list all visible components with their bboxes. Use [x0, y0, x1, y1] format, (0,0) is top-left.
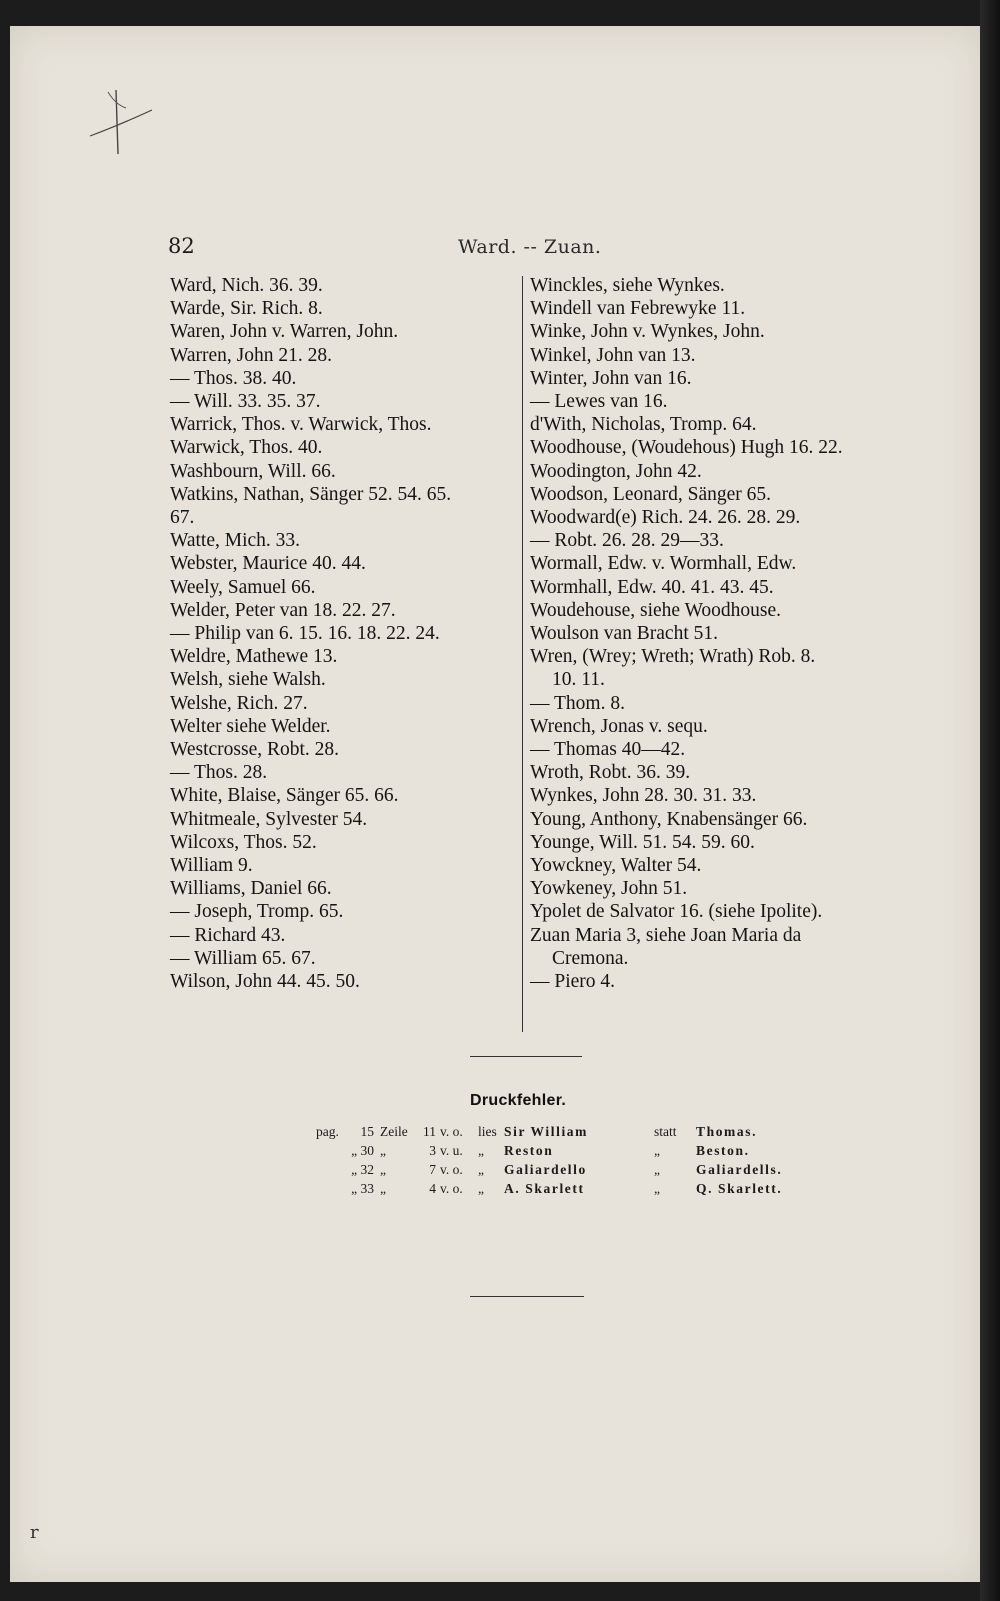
index-column-left	[170, 274, 520, 993]
index-entry: Wrench, Jonas v. sequ.	[530, 715, 708, 737]
index-entry: Woodward(e) Rich. 24. 26. 28. 29.	[530, 507, 801, 529]
errata-zeile: „	[380, 1142, 386, 1158]
errata-row	[316, 1141, 782, 1160]
index-entry: Warren, John 21. 28.	[170, 344, 332, 366]
errata-title: Druckfehler.	[470, 1092, 567, 1109]
index-entry: — William 65. 67.	[170, 947, 316, 969]
errata-pos: v. o.	[440, 1123, 463, 1139]
index-entry: — Joseph, Tromp. 65.	[170, 901, 344, 923]
index-entry: — Lewes van 16.	[530, 391, 668, 413]
page-edge	[980, 0, 1000, 1601]
index-entry: Woulson van Bracht 51.	[530, 623, 718, 645]
errata-lies: „	[478, 1161, 484, 1177]
errata-statt: „	[654, 1142, 660, 1158]
index-entry: Cremona.	[552, 947, 629, 969]
index-entry: — Thom. 8.	[530, 692, 625, 714]
index-entry: William 9.	[170, 855, 253, 877]
index-entry: — Robt. 26. 28. 29—33.	[530, 530, 724, 552]
index-entry: Wynkes, John 28. 30. 31. 33.	[530, 785, 757, 807]
index-entry: — Richard 43.	[170, 924, 286, 946]
errata-row	[316, 1122, 782, 1141]
index-entry: Weely, Samuel 66.	[170, 576, 316, 598]
index-entry: Zuan Maria 3, siehe Joan Maria da	[530, 924, 802, 946]
index-entry: Waren, John v. Warren, John.	[170, 321, 399, 343]
index-entry: Warrick, Thos. v. Warwick, Thos.	[170, 414, 432, 436]
errata-statt: statt	[654, 1123, 677, 1139]
errata-pos: v. o.	[440, 1180, 463, 1196]
errata-pos: v. o.	[440, 1161, 463, 1177]
index-entry: Welshe, Rich. 27.	[170, 692, 308, 714]
index-entry: Welder, Peter van 18. 22. 27.	[170, 599, 396, 621]
errata-right: Q. Skarlett.	[696, 1180, 783, 1196]
index-entry: Winter, John van 16.	[530, 367, 692, 389]
errata-lies: „	[478, 1180, 484, 1196]
index-entry: — Will. 33. 35. 37.	[170, 391, 321, 413]
errata-pos: v. u.	[440, 1142, 463, 1158]
pencil-mark-icon	[86, 84, 156, 164]
errata-row	[316, 1160, 782, 1179]
errata-statt: „	[654, 1180, 660, 1196]
index-entry: Welter siehe Welder.	[170, 715, 331, 737]
errata-lies: „	[478, 1142, 484, 1158]
index-entry: Woodington, John 42.	[530, 460, 702, 482]
index-entry: Ypolet de Salvator 16. (siehe Ipolite).	[530, 901, 823, 923]
index-entry: Windell van Febrewyke 11.	[530, 298, 746, 320]
index-entry: White, Blaise, Sänger 65. 66.	[170, 785, 399, 807]
errata-lies: lies	[478, 1123, 497, 1139]
index-entry: Wren, (Wrey; Wreth; Wrath) Rob. 8.	[530, 646, 816, 668]
index-entry: Whitmeale, Sylvester 54.	[170, 808, 368, 830]
index-entry: Woudehouse, siehe Woodhouse.	[530, 599, 782, 621]
index-entry: Webster, Maurice 40. 44.	[170, 553, 366, 575]
errata-wrong: Reston	[504, 1142, 554, 1158]
index-entry: Yowkeney, John 51.	[530, 878, 688, 900]
index-entry: Wilson, John 44. 45. 50.	[170, 971, 360, 993]
index-entry: Williams, Daniel 66.	[170, 878, 332, 900]
index-entry: Weldre, Mathewe 13.	[170, 646, 338, 668]
index-entry: Welsh, siehe Walsh.	[170, 669, 326, 691]
index-entry: Winkel, John van 13.	[530, 344, 696, 366]
index-entry: Warwick, Thos. 40.	[170, 437, 323, 459]
index-entry: d'With, Nicholas, Tromp. 64.	[530, 414, 757, 436]
index-entry: Winckles, siehe Wynkes.	[530, 275, 725, 296]
errata-row	[316, 1179, 782, 1198]
errata-page: „ 33	[351, 1180, 374, 1196]
index-column-right	[530, 274, 890, 993]
errata-zeile: Zeile	[380, 1123, 408, 1139]
index-entry: Wormhall, Edw. 40. 41. 43. 45.	[530, 576, 774, 598]
errata-line: 11	[423, 1123, 436, 1139]
errata-right: Beston.	[696, 1142, 750, 1158]
index-entry: — Piero 4.	[530, 971, 616, 993]
index-entry: Ward, Nich. 36. 39.	[170, 275, 323, 296]
index-entry: — Thos. 28.	[170, 762, 268, 784]
end-divider	[470, 1296, 584, 1297]
index-entry: Wroth, Robt. 36. 39.	[530, 762, 691, 784]
errata-right: Thomas.	[696, 1123, 758, 1139]
index-entry: Washbourn, Will. 66.	[170, 460, 336, 482]
index-entry: Yowckney, Walter 54.	[530, 855, 702, 877]
index-entry: Younge, Will. 51. 54. 59. 60.	[530, 831, 755, 853]
errata-wrong: Sir William	[504, 1123, 588, 1139]
column-rule	[522, 276, 523, 1032]
errata-line: 4	[429, 1180, 436, 1196]
index-entry: 10. 11.	[552, 669, 605, 691]
errata-right: Galiardells.	[696, 1161, 783, 1177]
index-entry: — Thos. 38. 40.	[170, 367, 297, 389]
errata-wrong: A. Skarlett	[504, 1180, 585, 1196]
errata-page: „ 32	[351, 1161, 374, 1177]
index-entry: 67.	[170, 507, 195, 529]
errata-page: „ 30	[351, 1142, 374, 1158]
index-entry: Wilcoxs, Thos. 52.	[170, 831, 317, 853]
corner-mark: r	[30, 1522, 39, 1543]
index-entry: Woodson, Leonard, Sänger 65.	[530, 483, 772, 505]
index-entry: Winke, John v. Wynkes, John.	[530, 321, 765, 343]
errata-pag: pag.	[316, 1123, 339, 1139]
index-entry: Young, Anthony, Knabensänger 66.	[530, 808, 808, 830]
errata-zeile: „	[380, 1161, 386, 1177]
index-entry: Wormall, Edw. v. Wormhall, Edw.	[530, 553, 797, 575]
errata-line: 7	[429, 1161, 436, 1177]
page-number: 82	[168, 234, 195, 258]
errata-statt: „	[654, 1161, 660, 1177]
errata-page: 15	[360, 1123, 374, 1139]
index-entry: — Philip van 6. 15. 16. 18. 22. 24.	[170, 623, 440, 645]
index-entry: Warde, Sir. Rich. 8.	[170, 298, 323, 320]
section-divider	[470, 1056, 582, 1057]
index-entry: — Thomas 40—42.	[530, 739, 686, 761]
index-entry: Woodhouse, (Woudehous) Hugh 16. 22.	[530, 437, 843, 459]
errata-zeile: „	[380, 1180, 386, 1196]
errata-table	[316, 1122, 782, 1198]
errata-wrong: Galiardello	[504, 1161, 587, 1177]
index-entry: Watte, Mich. 33.	[170, 530, 301, 552]
book-page	[10, 26, 982, 1582]
index-entry: Westcrosse, Robt. 28.	[170, 739, 340, 761]
running-head: Ward. -- Zuan.	[458, 236, 602, 258]
errata-line: 3	[429, 1142, 436, 1158]
index-entry: Watkins, Nathan, Sänger 52. 54. 65.	[170, 483, 452, 505]
